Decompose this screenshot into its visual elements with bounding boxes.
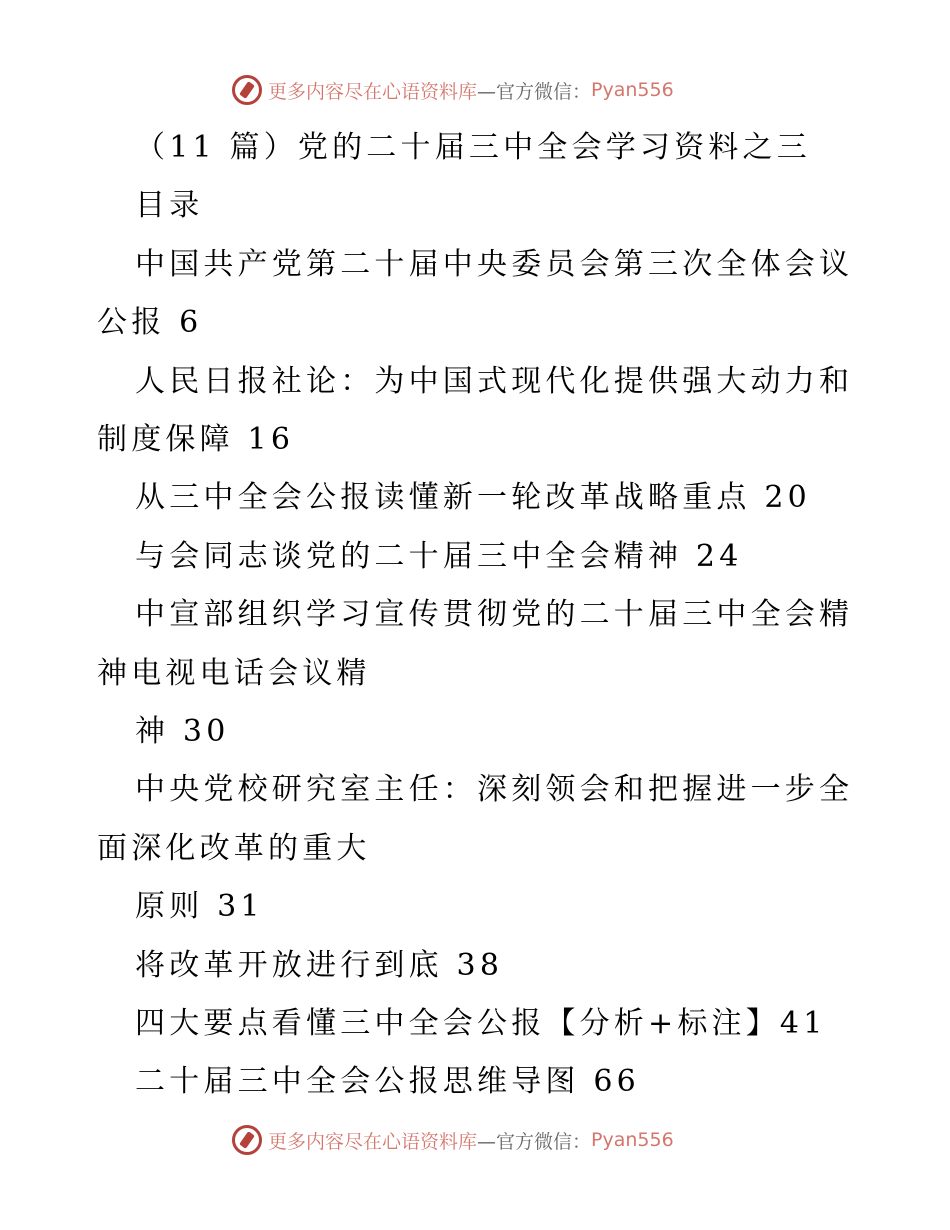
toc-entry-line: 面深化改革的重大 (97, 830, 371, 866)
toc-entry-line: 制度保障 16 (97, 422, 295, 457)
document-title: （11 篇）党的二十届三中全会学习资料之三 (135, 130, 811, 165)
toc-entry-line: 与会同志谈党的二十届三中全会精神 24 (135, 538, 743, 574)
toc-entry-line: 二十届三中全会公报思维导图 66 (135, 1064, 640, 1100)
pen-logo-icon (232, 75, 262, 105)
toc-entry-line: 四大要点看懂三中全会公报【分析+标注】41 (135, 1006, 827, 1041)
toc-entry-line: 原则 31 (135, 889, 264, 925)
pen-logo-icon (232, 1125, 262, 1155)
toc-heading: 目录 (135, 188, 204, 224)
toc-entry-line: 中宣部组织学习宣传贯彻党的二十届三中全会精 (135, 597, 854, 633)
header-watermark: 更多内容尽在心语资料库 —官方微信： Pyan556 (232, 75, 674, 105)
footer-watermark: 更多内容尽在心语资料库 —官方微信： Pyan556 (232, 1125, 674, 1155)
toc-entry-line: 中国共产党第二十届中央委员会第三次全体会议 (135, 246, 854, 282)
toc-entry-line: 从三中全会公报读懂新一轮改革战略重点 20 (135, 480, 811, 516)
toc-entry-line: 中央党校研究室主任：深刻领会和把握进一步全 (135, 772, 854, 808)
toc-entry-line: 将改革开放进行到底 38 (135, 947, 504, 983)
toc-entry-line: 神 30 (135, 714, 230, 749)
toc-entry-line: 人民日报社论：为中国式现代化提供强大动力和 (135, 363, 854, 399)
toc-entry-line: 神电视电话会议精 (97, 655, 371, 691)
toc-entry-line: 公报 6 (97, 305, 203, 341)
